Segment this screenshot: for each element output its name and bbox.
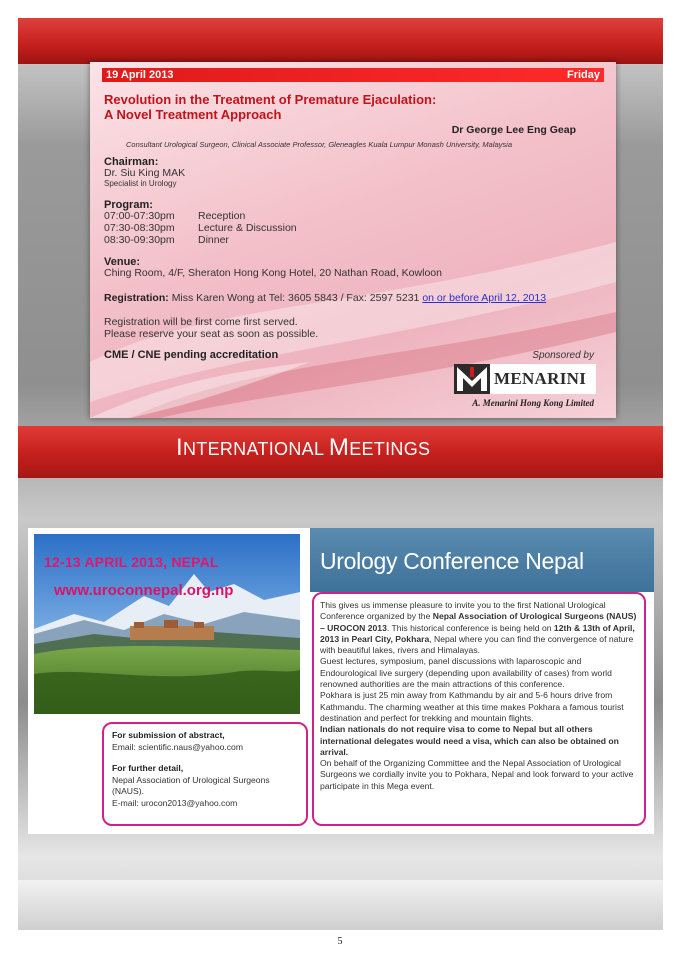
bottom-band xyxy=(18,880,663,930)
note-first-come: Registration will be first come first served. xyxy=(104,316,298,328)
lecture-title: Revolution in the Treatment of Premature Ejaculation: A Novel Treatment Approach xyxy=(104,92,437,122)
speaker-name: Dr George Lee Eng Geap xyxy=(451,124,576,136)
date-bar xyxy=(102,68,604,82)
desc-paragraph-visa: Indian nationals do not require visa to come to Nepal but all others international delegates would need a visa, which can also be obtained on arrival. xyxy=(320,724,619,757)
menarini-m-icon xyxy=(454,364,490,394)
chairman-label: Chairman: xyxy=(104,156,159,168)
note-reserve: Please reserve your seat as soon as possible. xyxy=(104,328,319,340)
abstract-email[interactable]: Email: scientific.naus@yahoo.com xyxy=(112,741,244,752)
desc-paragraph-invite: On behalf of the Organizing Committee and the Nepal Association of Urological Surgeons we cordially invite you to Pokhara, Nepal and look forward to your active participate in this Mega event. xyxy=(320,758,634,791)
sponsor-name: A. Menarini Hong Kong Limited xyxy=(472,398,594,408)
program-label: Program: xyxy=(104,199,153,211)
desc-paragraph-intro: This gives us immense pleasure to invite you to the first National Urological Conference organized by the Nepal Association of Urological Surgeons (NAUS) – UROCON 2013. This historical conference is being held on 12th & 13th of April, 2013 in Pearl City, Pokhara, Nepal where you can find the convergence of nature with beautiful lakes, rivers and Himalayas. xyxy=(320,600,637,656)
speaker-title: Consultant Urological Surgeon, Clinical Associate Professor, Gleneagles Kuala Lumpur Monash University, Malaysia xyxy=(126,140,513,149)
conference-header xyxy=(310,528,654,592)
desc-paragraph-travel: Pokhara is just 25 min away from Kathmandu by air and 5-6 hours drive from Kathmandu. The charming weather at this time makes Pokhara a famous tourist destination and perfect for trekking and mountain flights. xyxy=(320,690,624,723)
chairman-role: Specialist in Urology xyxy=(104,179,177,188)
desc-paragraph-program: Guest lectures, symposium, panel discussions with laparoscopic and Endourological live surgery (depending upon availability of cases) from world renowned authorities are the main attractions of this conference. xyxy=(320,656,612,690)
conference-url[interactable]: www.uroconnepal.org.np xyxy=(54,582,234,599)
top-red-band xyxy=(18,18,663,64)
chairman-name: Dr. Siu King MAK xyxy=(104,167,186,179)
page-number: 5 xyxy=(337,936,343,947)
conference-contact-box xyxy=(102,722,308,826)
event-day: Friday xyxy=(566,69,600,81)
program-row: 08:30-09:30pm Dinner xyxy=(104,234,229,246)
conference-title: Urology Conference Nepal xyxy=(320,548,584,574)
program-row: 07:00-07:30pm Reception xyxy=(104,210,246,222)
conference-panel xyxy=(28,528,654,834)
sponsored-by-label: Sponsored by xyxy=(532,350,594,361)
venue-label: Venue: xyxy=(104,256,141,268)
conference-description xyxy=(312,592,646,826)
program-row: 07:30-08:30pm Lecture & Discussion xyxy=(104,222,297,234)
pokhara-photo xyxy=(34,534,300,714)
section-title: INTERNATIONAL MEETINGS xyxy=(176,434,431,461)
registration-line: Registration: Miss Karen Wong at Tel: 3605 5843 / Fax: 2597 5231 on or before April 12, 2013 xyxy=(104,292,547,304)
detail-email[interactable]: E-mail: urocon2013@yahoo.com xyxy=(112,797,238,808)
detail-heading: For further detail, xyxy=(112,763,184,773)
detail-organization: Nepal Association of Urological Surgeons (NAUS). xyxy=(112,774,270,796)
event-date: 19 April 2013 xyxy=(106,69,174,81)
cme-note: CME / CNE pending accreditation xyxy=(104,349,279,361)
photo-date-title: 12-13 APRIL 2013, NEPAL xyxy=(44,554,219,570)
registration-deadline-link[interactable]: on or before April 12, 2013 xyxy=(422,292,547,304)
abstract-heading: For submission of abstract, xyxy=(112,730,225,740)
invitation-card xyxy=(90,62,616,418)
menarini-logo: MENARINI xyxy=(454,364,596,394)
venue-address: Ching Room, 4/F, Sheraton Hong Kong Hotel, 20 Nathan Road, Kowloon xyxy=(104,267,442,279)
